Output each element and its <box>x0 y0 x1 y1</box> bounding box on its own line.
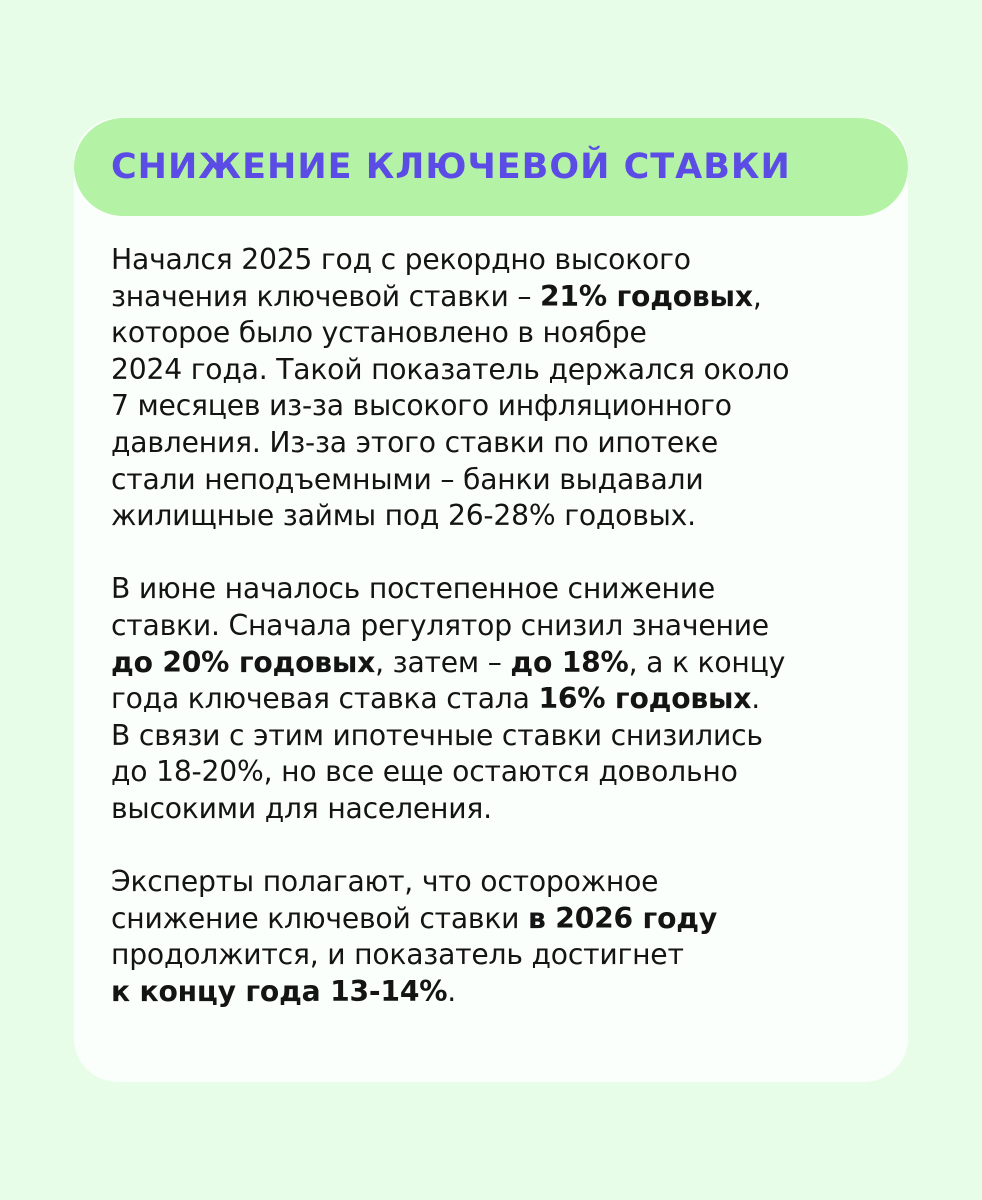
text-run: высокими для населения. <box>111 791 492 825</box>
text-line <box>111 608 881 645</box>
text-line <box>111 242 881 279</box>
header-banner <box>74 118 908 216</box>
text-run: Эксперты полагают, что осторожное <box>111 865 659 899</box>
text-run: до 18-20%, но все еще остаются довольно <box>111 755 738 789</box>
text-run: Начался 2025 год с рекордно высокого <box>111 243 691 276</box>
paragraph <box>111 242 881 535</box>
bold-text: 21% годовых <box>540 279 753 313</box>
text-line <box>111 315 881 352</box>
bold-text: к концу года 13-14% <box>111 974 448 1008</box>
bold-text: в 2026 году <box>528 901 717 935</box>
text-run: давления. Из-за этого ставки по ипотеке <box>111 425 719 459</box>
text-line <box>111 864 881 901</box>
text-run: ставки. Сначала регулятор снизил значение <box>111 608 769 642</box>
bold-text: до 18% <box>510 645 629 679</box>
text-line <box>111 462 881 499</box>
text-line <box>111 388 881 425</box>
text-run: которое было установлено в ноябре <box>111 316 647 350</box>
text-line <box>111 681 881 718</box>
text-run: продолжится, и показатель достигнет <box>111 938 684 972</box>
text-line <box>111 937 881 974</box>
text-line <box>111 425 881 462</box>
text-line <box>111 974 881 1011</box>
paragraph <box>111 571 881 827</box>
text-run: года ключевая ставка стала <box>111 682 539 716</box>
text-run: , <box>752 279 762 313</box>
bold-text: до 20% годовых <box>111 645 376 679</box>
text-run: 2024 года. Такой показатель держался около <box>111 352 790 386</box>
text-line <box>111 791 881 828</box>
text-run: снижение ключевой ставки <box>111 901 529 935</box>
text-line <box>111 754 881 791</box>
text-line <box>111 571 881 608</box>
text-line <box>111 718 881 755</box>
text-run: жилищные займы под 26-28% годовых. <box>111 499 696 533</box>
text-run: В июне началось постепенное снижение <box>111 572 716 606</box>
text-run: , а к концу <box>628 645 786 679</box>
text-run: , затем – <box>375 645 511 679</box>
text-line <box>111 645 881 682</box>
text-run: 7 месяцев из-за высокого инфляционного <box>111 389 732 423</box>
text-run: стали неподъемными – банки выдавали <box>111 462 704 496</box>
page-title: СНИЖЕНИЕ КЛЮЧЕВОЙ СТАВКИ <box>111 147 791 187</box>
text-run: В связи с этим ипотечные ставки снизились <box>111 718 763 752</box>
text-line <box>111 901 881 938</box>
text-line <box>111 352 881 389</box>
text-run: . <box>447 974 457 1008</box>
text-run: значения ключевой ставки – <box>111 279 541 313</box>
bold-text: 16% годовых <box>538 682 752 716</box>
article-body <box>111 242 881 1047</box>
text-run: . <box>751 682 761 716</box>
text-line <box>111 279 881 316</box>
text-line <box>111 498 881 535</box>
paragraph <box>111 864 881 1010</box>
